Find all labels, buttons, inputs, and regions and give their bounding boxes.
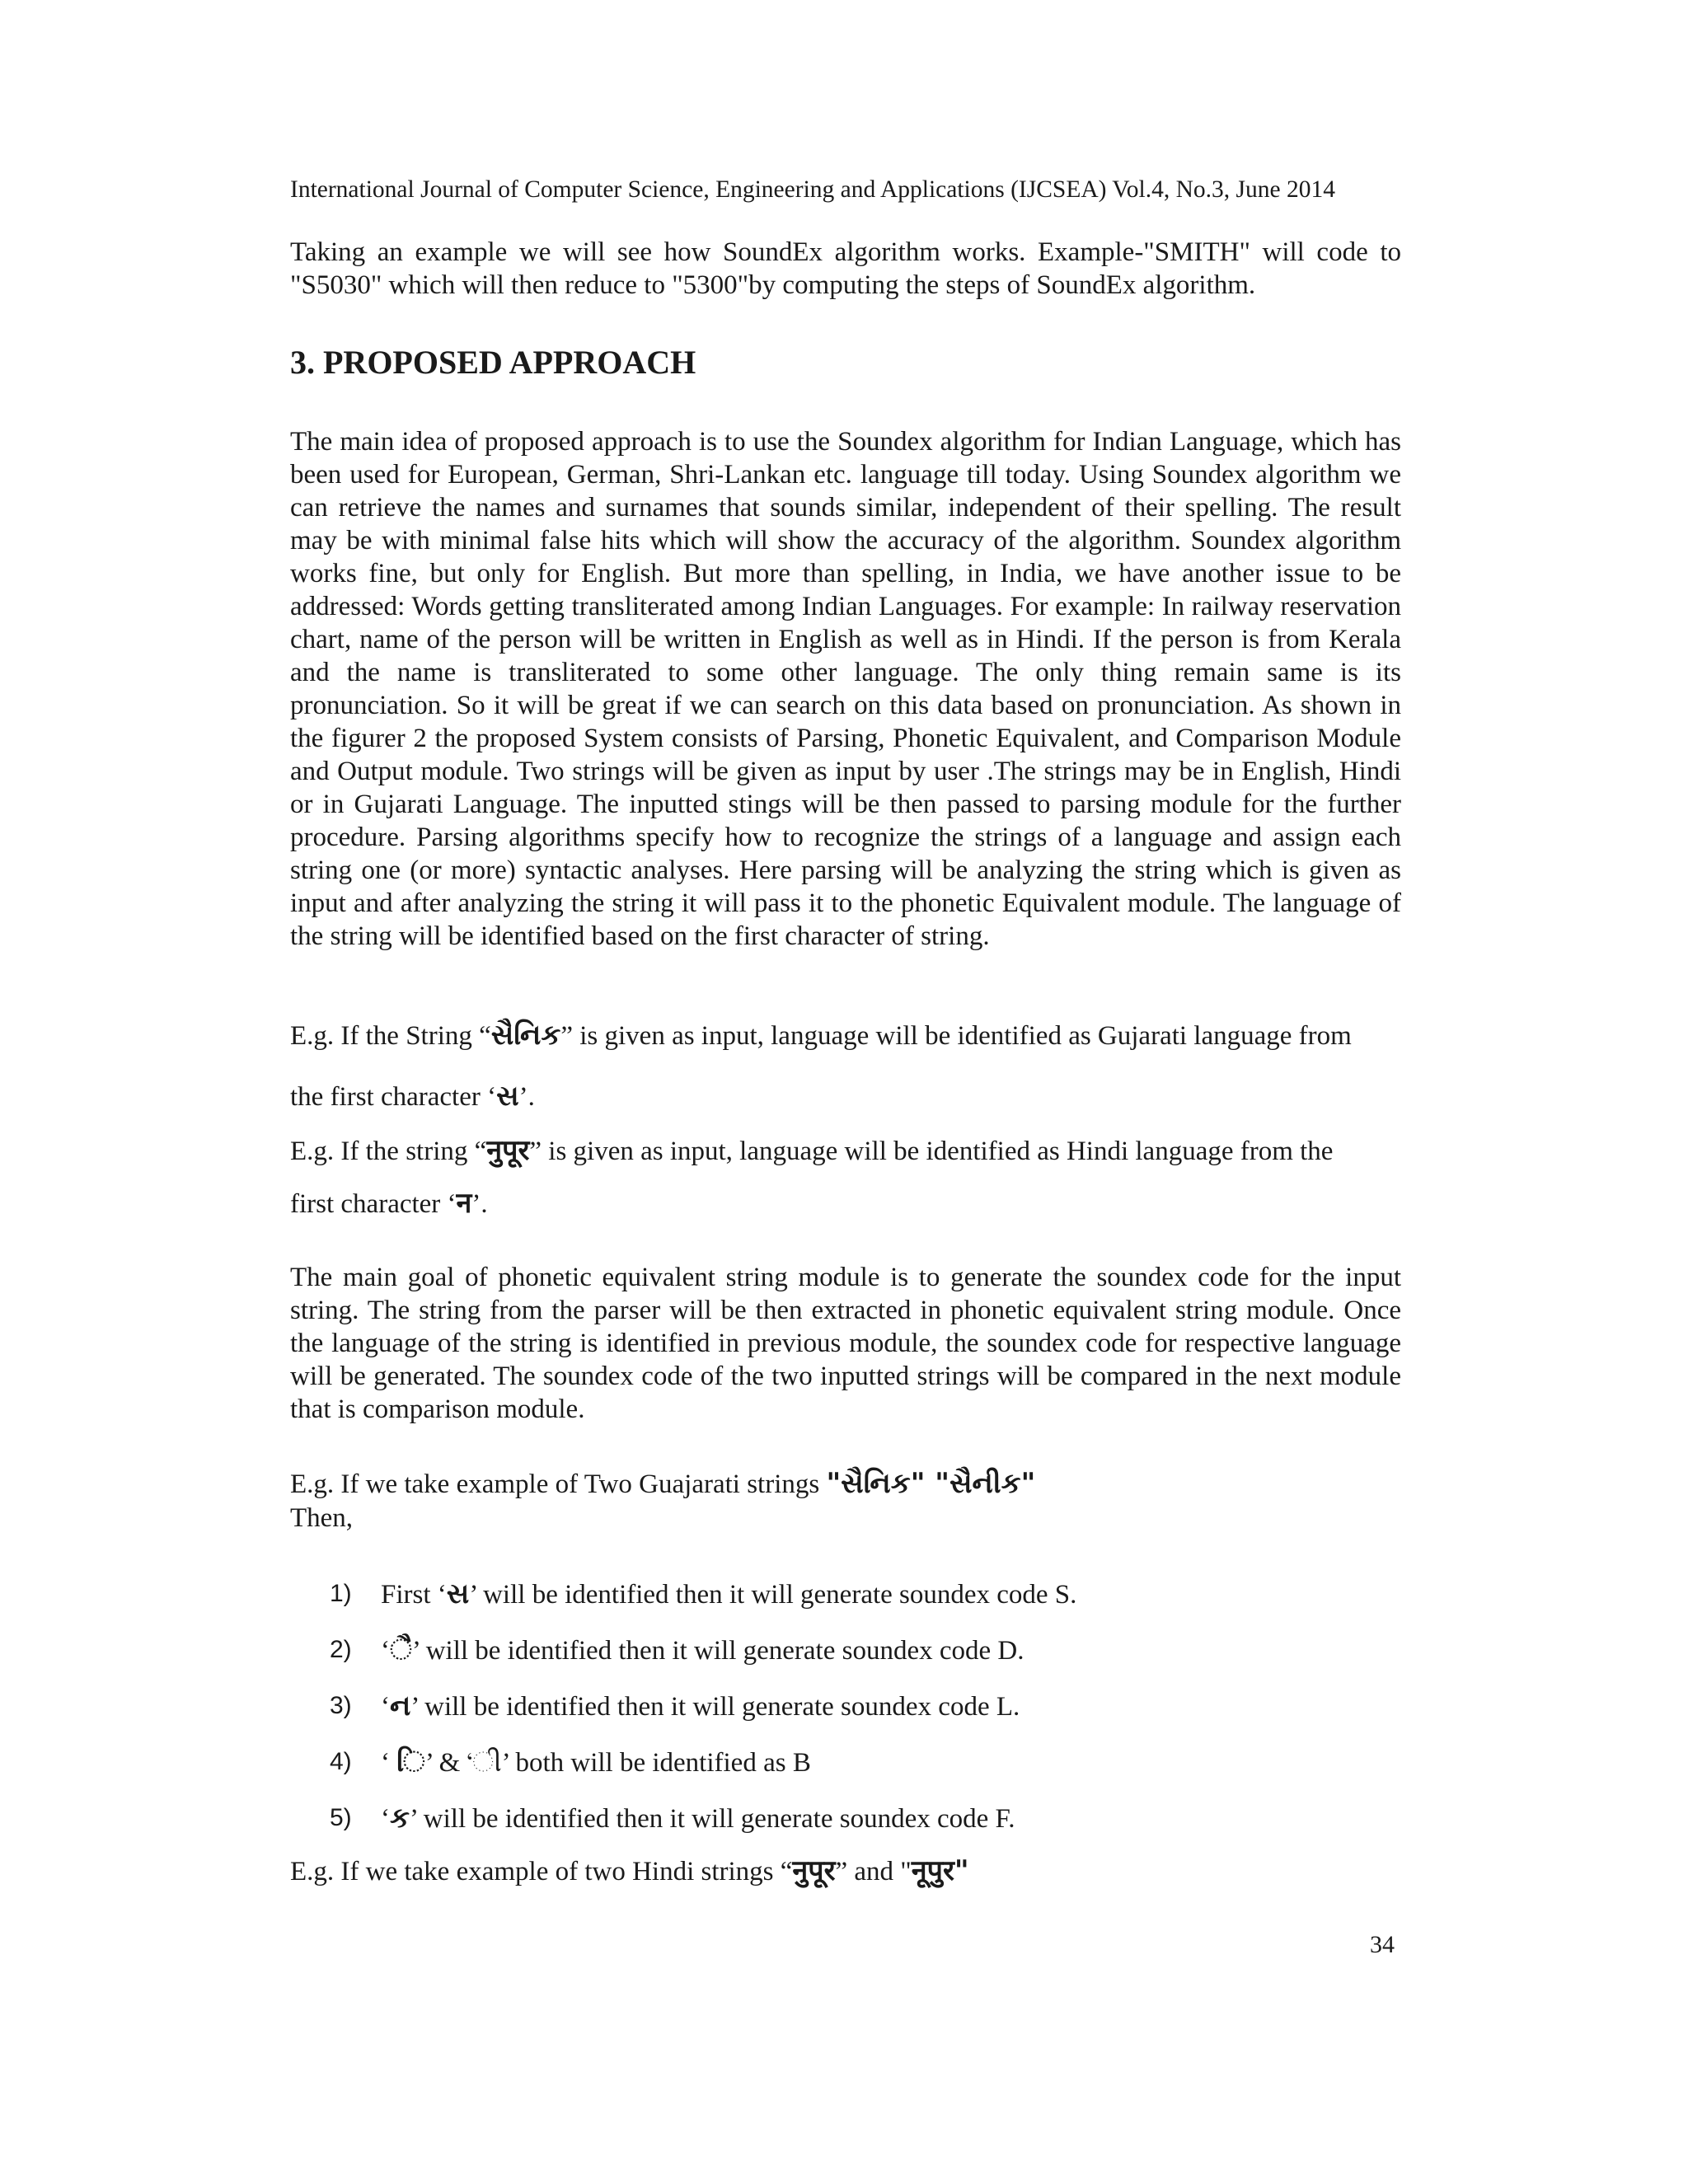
example-line2-suffix: ’. [518,1082,535,1112]
gujarati-char: સ [496,1080,519,1113]
step-after: ’ will be identified then it will generate soundex code L. [410,1692,1020,1722]
list-number: 1) [330,1580,352,1607]
list-item [330,1746,1076,1802]
gujarati-example-line [290,1019,1352,1052]
step-text [381,1746,811,1802]
list-item [330,1690,1076,1746]
step-after: ’ & ‘ી’ both will be identified as B [424,1748,811,1778]
step-before: First ‘ [381,1580,447,1610]
main-paragraph: The main idea of proposed approach is to use the Soundex algorithm for Indian Language, which has been used for European, German, Shri-Lankan etc. language till today. Using Soundex algorithm we can retrieve the names and surnames that sounds similar, independent of their spelling. The result may be with minimal false hits which will show the accuracy of the algorithm. Soundex algorithm works fine, but only for English. But more than spelling, in India, we have another issue to be addressed: Words getting transliterated among Indian Languages. For example: In railway reservation chart, name of the person will be written in English as well as in Hindi. If the person is from Kerala and the name is transliterated to some other language. The only thing remain same is its pronunciation. So it will be great if we can search on this data based on pronunciation. As shown in the figurer 2 the proposed System consists of Parsing, Phonetic Equivalent, and Comparison Module and Output module. Two strings will be given as input by user .The strings may be in English, Hindi or in Gujarati Language. The inputted stings will be then passed to parsing module for the further procedure. Parsing algorithms specify how to recognize the strings of a language and assign each string one (or more) syntactic analyses. Here parsing will be analyzing the string which is given as input and after analyzing the string it will pass it to the phonetic Equivalent module. The language of the string will be identified based on the first character of string. [290,427,1401,951]
hindi-word-1: नुपूर [792,1854,836,1887]
page-number: 34 [1370,1931,1395,1958]
step-before: ‘ [381,1748,397,1778]
step-glyph: ન [390,1690,411,1722]
step-glyph: ક [390,1802,410,1835]
step-before: ‘ [381,1692,390,1722]
example-prefix: E.g. If we take example of Two Guajarati strings [290,1469,827,1499]
section-heading: 3. PROPOSED APPROACH [290,344,696,381]
hindi-example-line [290,1134,1333,1168]
running-header: International Journal of Computer Science, Engineering and Applications (IJCSEA) Vol.4, No.3, June 2014 [290,176,1336,203]
list-number: 4) [330,1748,352,1775]
example-line2-prefix: first character ‘ [290,1189,457,1219]
gujarati-strings-example [290,1467,1035,1501]
step-text [381,1802,1015,1858]
list-number: 2) [330,1636,352,1663]
hindi-example-line-2 [290,1187,488,1221]
step-before: ‘ [381,1804,390,1834]
step-text [381,1577,1076,1633]
example-line2-suffix: ’. [471,1189,488,1219]
step-glyph: િ [396,1746,425,1779]
hindi-word-2: नूपुर [911,1854,954,1887]
example-prefix: E.g. If we take example of two Hindi strings “ [290,1857,793,1886]
example-suffix: ” is given as input, language will be identified as Gujarati language from [560,1021,1352,1051]
goal-paragraph: The main goal of phonetic equivalent string module is to generate the soundex code for the input string. The string from the parser will be then extracted in phonetic equivalent string module. Once the language of the string is identified in previous module, the soundex code for respective language will be generated. The soundex code of the two inputted strings will be compared in the next module that is comparison module. [290,1263,1401,1424]
list-item [330,1802,1076,1858]
step-text [381,1633,1025,1690]
step-after: ’ will be identified then it will generate soundex code S. [469,1580,1077,1610]
example-middle: ” and " [835,1857,912,1886]
soundex-steps-list [330,1577,1076,1858]
step-text [381,1690,1020,1746]
hindi-word: नुपूर [486,1134,530,1167]
intro-paragraph: Taking an example we will see how SoundEx algorithm works. Example-"SMITH" will code to "S5030" which will then reduce to "5300"by computing the steps of SoundEx algorithm. [290,237,1401,300]
hindi-char: न [456,1187,472,1220]
list-number: 5) [330,1804,352,1831]
hindi-strings-example [290,1854,969,1888]
step-before: ‘ [381,1636,390,1666]
list-item [330,1633,1076,1690]
step-glyph: સ [446,1577,470,1610]
example-line2-prefix: the first character ‘ [290,1082,497,1112]
example-prefix: E.g. If the String “ [290,1021,491,1051]
list-item [330,1577,1076,1633]
step-glyph: ૈ [390,1633,412,1666]
example-suffix: ” is given as input, language will be identified as Hindi language from the [529,1137,1334,1166]
gujarati-word: સૈનિક [490,1019,561,1052]
gujarati-example-line-2 [290,1080,535,1113]
gujarati-strings: "સૈનિક" "સૈનીક" [826,1467,1036,1500]
example-end: " [954,1854,969,1887]
then-label: Then, [290,1503,354,1533]
step-after: ’ will be identified then it will generate soundex code F. [410,1804,1015,1834]
step-after: ’ will be identified then it will generate soundex code D. [411,1636,1025,1666]
list-number: 3) [330,1692,352,1719]
example-prefix: E.g. If the string “ [290,1137,487,1166]
